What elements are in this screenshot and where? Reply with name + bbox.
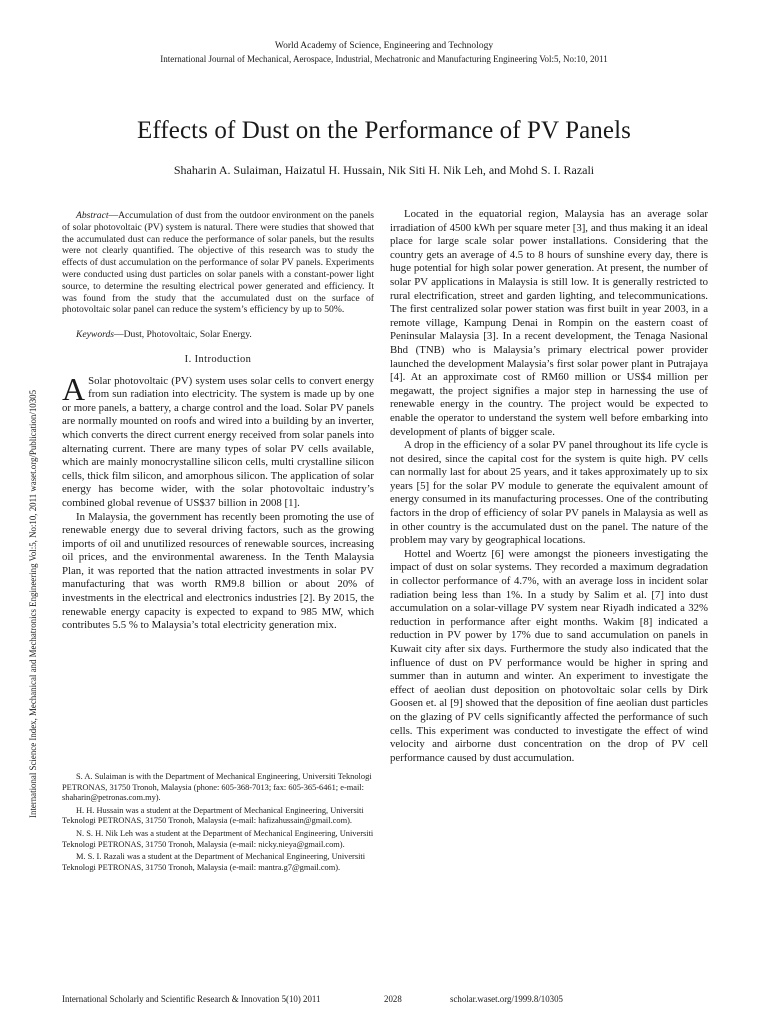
paper-title: Effects of Dust on the Performance of PV Panels: [137, 117, 631, 144]
abstract-text: —Accumulation of dust from the outdoor environment on the panels of solar photovoltaic (PV) system is natural. There were studies that showed that the accumulated dust can reduce the performance of solar panels, but the results were not clearly quantified. The objective of this research was to study the effects of dust accumulation on the performance of solar PV panels. Experiments were conducted using dust particles on solar panels with a constant-power light source, to determine the resulting electrical power generated and efficiency. It was found from the study that the accumulated dust on the surface of photovoltaic solar panel can reduce the system’s efficiency by up to 50%.: [62, 210, 374, 316]
journal-header-line1: World Academy of Science, Engineering and Technology: [274, 41, 494, 51]
author-footnotes: [62, 772, 374, 873]
footnote-4: M. S. I. Razali was a student at the Department of Mechanical Engineering, Universiti Teknologi PETRONAS, 31750 Tronoh, Malaysia (e-mail: mantra.g7@gmail.com).: [62, 852, 366, 872]
sidebar-index-text: International Science Index, Mechanical and Mechatronics Engineering Vol:5, No:10, 2011 waset.org/Publication/10305: [28, 389, 38, 819]
footer-journal: International Scholarly and Scientific Research & Innovation 5(10) 2011: [62, 994, 321, 1004]
paper-authors: Shaharin A. Sulaiman, Haizatul H. Hussain, Nik Siti H. Nik Leh, and Mohd S. I. Razali: [173, 163, 595, 177]
right-paragraph-1: Located in the equatorial region, Malaysia has an average solar irradiation of 4500 kWh per square meter [3], and thus making it an ideal place for large scale solar power installations. Considering that the country gets an average of 4.5 to 8 hours of sunshine every day, there is huge potential for high solar power generation. At present, the number of solar PV applications in Malaysia is still low. It is generally restricted to rural electrification, street and garden lighting, and telecommunications. The first centralized solar power station was first built in year 2003, in a remote village, Kampung Denai in Rompin on the eastern coast of Peninsular Malaysia [3]. In a recent development, the Tenaga Nasional Bhd (TNB) who is Malaysia’s primary electrical power provider launched the development Malaysia’s first solar power plant in Putrajaya [4]. At an approximate cost of RM60 million or US$4 million per megawatt, the project signifies a major step in harnessing the use of renewable energy in the country. The project would be expected to enable the operator to understand the system well before embarking into development of plants of bigger scale.: [390, 208, 708, 438]
keywords-label: Keywords: [76, 329, 115, 341]
journal-header-line2: International Journal of Mechanical, Aerospace, Industrial, Mechatronic and Manufacturing Engineering Vol:5, No:10, 2011: [160, 54, 608, 64]
section-heading-introduction: I. Introduction: [184, 353, 252, 365]
intro-paragraph-2: In Malaysia, the government has recently been promoting the use of renewable energy due to several driving factors, such as the growing imports of oil and unutilized resources of renewable sources, increasing oil prices, and the environmental awareness. In the Tenth Malaysia Plan, it was reported that the nation attracted investments in solar PV manufacturing that was worth RM9.8 billion or about 20% of investments in the electrical and electronics industries [2]. By 2015, the renewable energy capacity is expected to expand to 985 MW, which contributes 5.5 % to Malaysia’s total electricity generation mix.: [62, 510, 374, 632]
abstract: [62, 210, 374, 316]
footnote-2: H. H. Hussain was a student at the Department of Mechanical Engineering, Universiti Teknologi PETRONAS, 31750 Tronoh, Malaysia (e-mail: hafizahussain@gmail.com).: [62, 805, 364, 826]
right-paragraph-2: A drop in the efficiency of a solar PV panel throughout its life cycle is not desired, since the capital cost for the system is quite high. PV cells can normally last for about 25 years, and it takes approximately up to six years [5] for the solar PV module to generate the equivalent amount of energy consumed in its manufacturing processes. One of the contributing factors in the drop of efficiency of solar PV panels in Malaysia as well as in other country is the accumulated dust on the panel. The nature of the problem may vary by geographical locations.: [390, 439, 708, 547]
keywords-text: —Dust, Photovoltaic, Solar Energy.: [114, 329, 252, 341]
footer-page-number: 2028: [384, 994, 402, 1004]
intro-paragraph-1: [62, 370, 374, 511]
right-column: [390, 208, 708, 765]
keywords: [62, 329, 374, 341]
abstract-label: Abstract: [76, 210, 109, 221]
drop-cap: A: [62, 370, 86, 407]
footnote-3: N. S. H. Nik Leh was a student at the Department of Mechanical Engineering, Universiti Teknologi PETRONAS, 31750 Tronoh, Malaysia (e-mail: nicky.nieya@gmail.com).: [62, 828, 374, 849]
right-paragraph-3: Hottel and Woertz [6] were amongst the pioneers investigating the impact of dust on solar systems. They recorded a maximum degradation in collector performance of 4.7%, with an average loss in incident solar radiation being less than 1%. In a study by Salim et al. [7] into dust accumulation on a solar-village PV system near Riyadh indicated a 32% reduction in performance after eight months. Wakim [8] indicated a reduction in PV power by 17% due to sand accumulation on panels in Kuwait city after six days. Furthermore the study also indicated that the influence of dust on PV performance would be higher in spring and summer than in autumn and winter. An experiment to investigate the effect of aeolian dust deposition on photovoltaic solar cells by Dirk Goosen et. al [9] showed that the deposition of fine aeolian dust particles on the glazing of PV cells significantly affected the performance of such cells. This experiment was conducted to investigate the effect of wind velocity and airborne dust concentration on the drop of PV cell performance caused by dust accumulation.: [390, 547, 708, 764]
footnote-1: S. A. Sulaiman is with the Department of Mechanical Engineering, Universiti Teknologi PETRONAS, 31750 Tronoh, Malaysia (phone: 605-368-7013; fax: 605-365-6461; e-mail: shaharin@petronas.com.my).: [62, 772, 372, 803]
footer-url[interactable]: scholar.waset.org/1999.8/10305: [450, 994, 563, 1004]
left-column: [62, 210, 374, 633]
intro-paragraph-1-text: Solar photovoltaic (PV) system uses solar cells to convert energy from sun radiation into electricity. The system is made up by one or more panels, a battery, a charge control and the load. Solar PV panels are normally mounted on roofs and wired into a building by an inverter, which converts the direct current energy received from solar panels into alternating current. There are many types of solar PV cells available, which are mainly monocrystalline silicon cells, multi crystalline silicon cells, thick film silicon, and amorphous silicon. The application of solar energy has become wider, with the solar photovoltaic industry’s combined global revenue of US$37 billion in 2008 [1].: [62, 374, 374, 509]
